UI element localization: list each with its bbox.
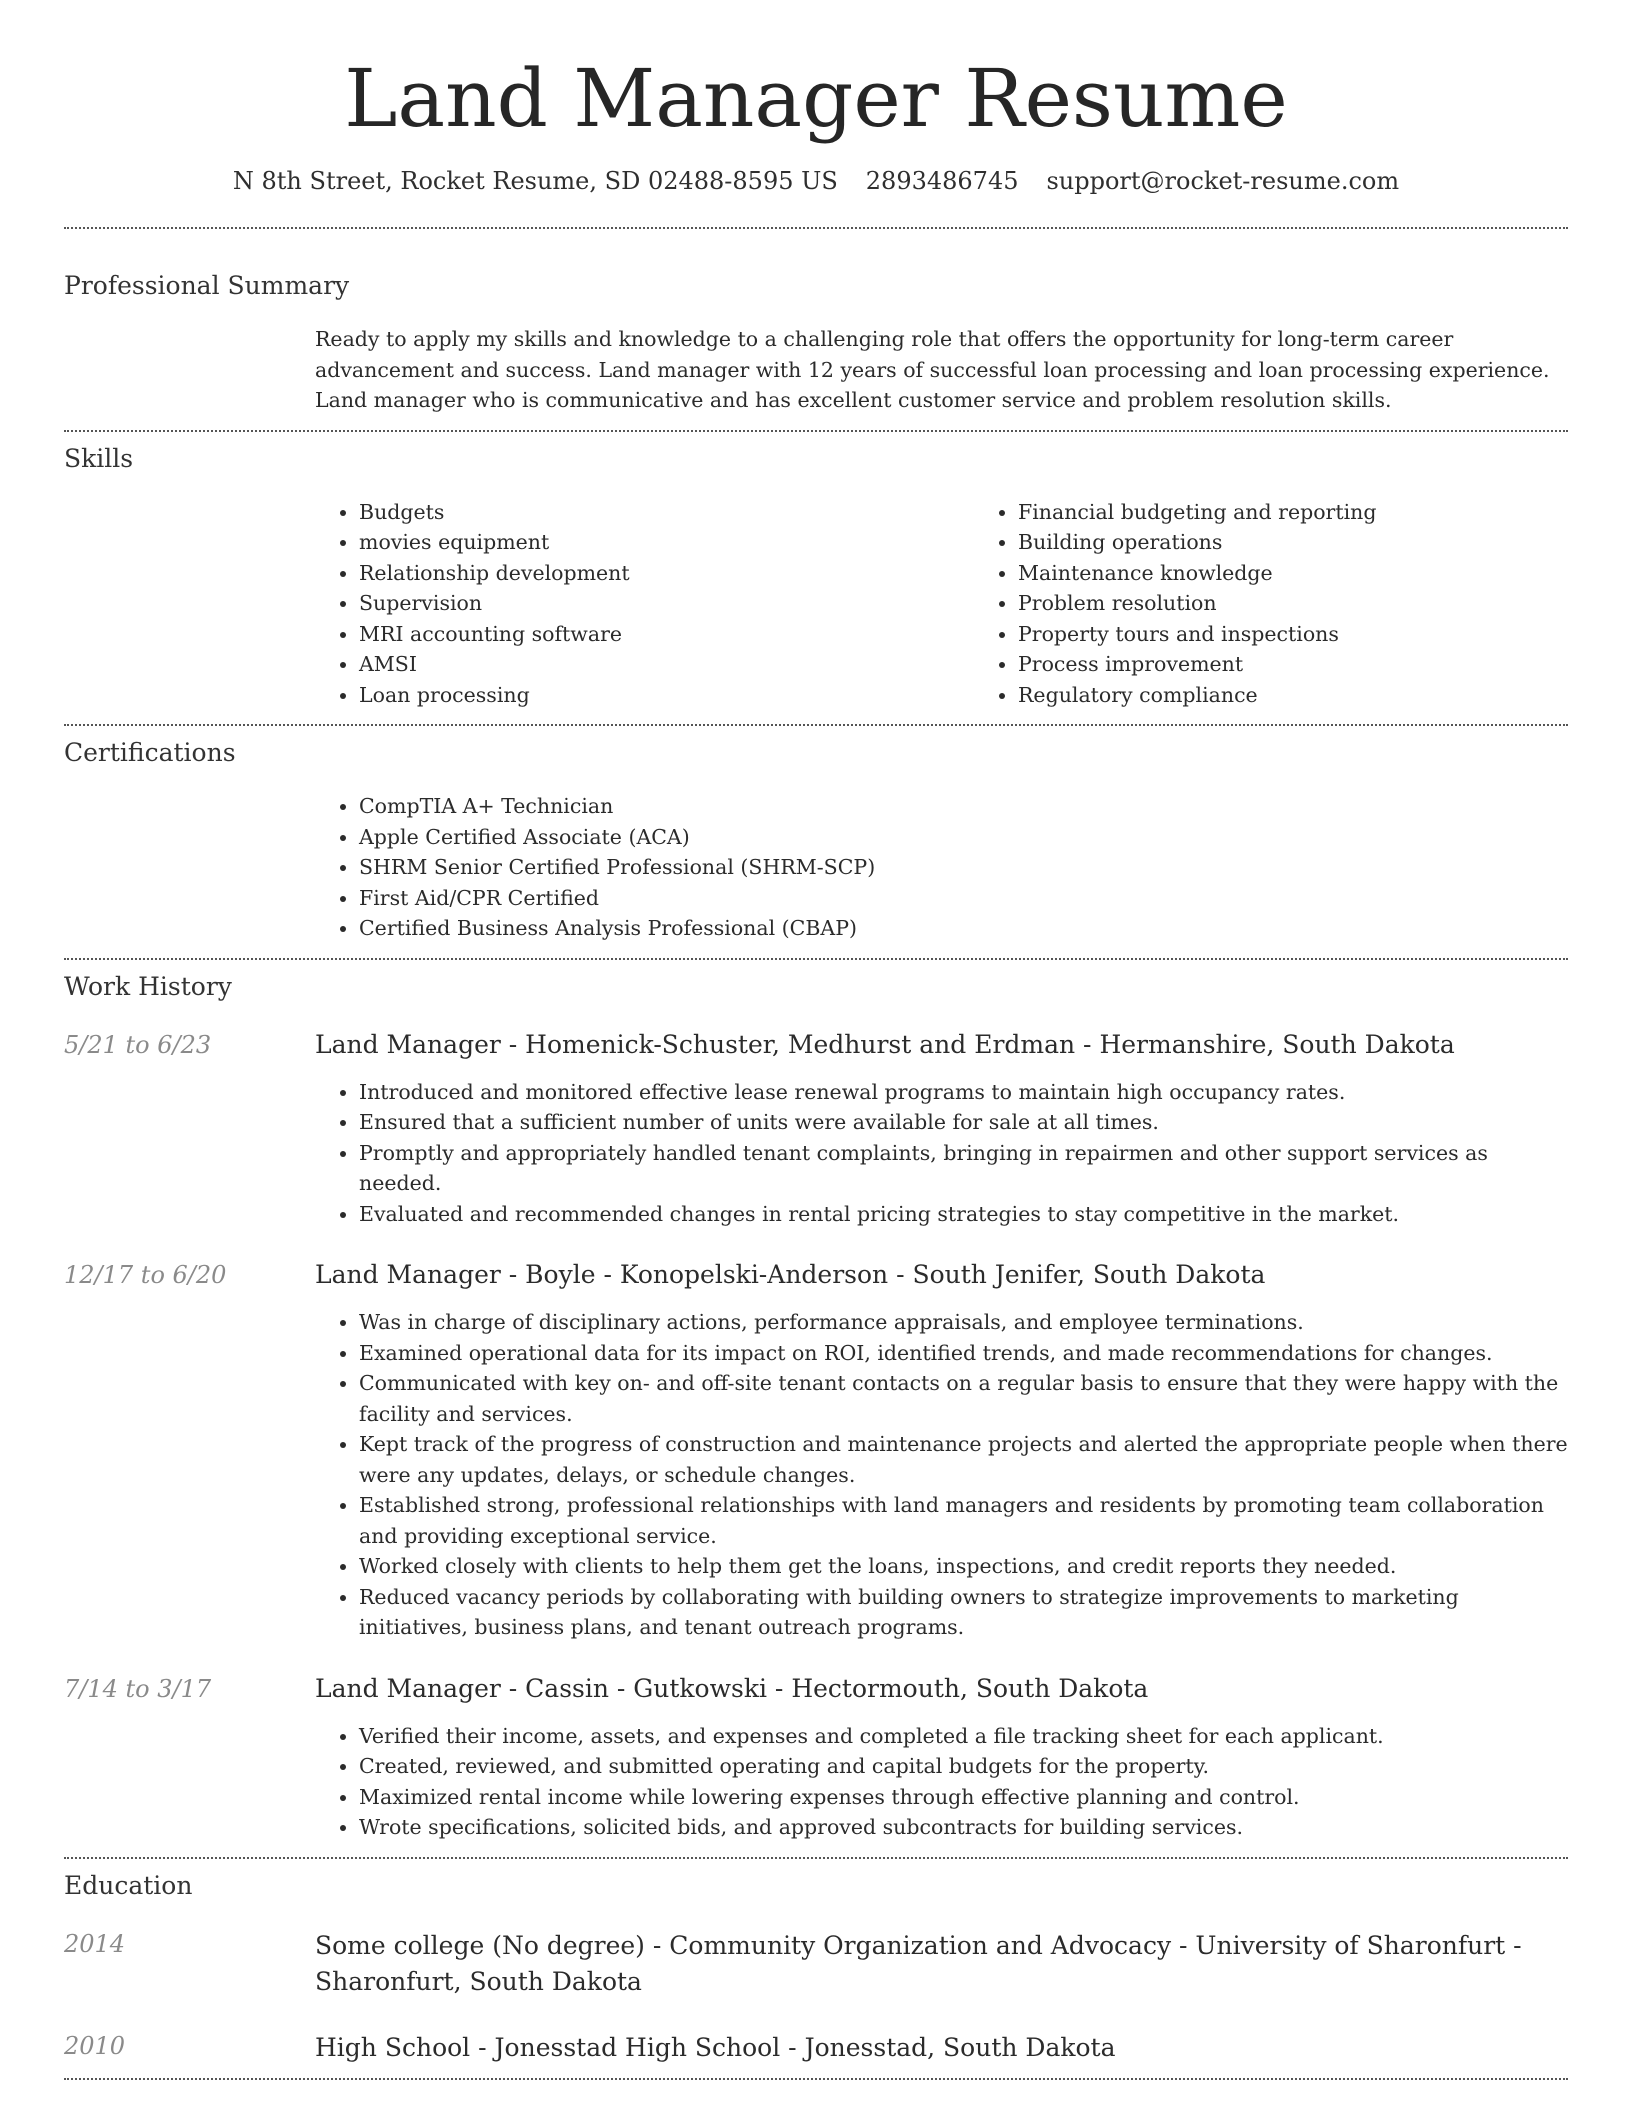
job-bullet: • Ensured that a sufficient number of units were available for sale at all times. bbox=[359, 1107, 1568, 1138]
job-bullet: • Introduced and monitored effective lease renewal programs to maintain high occupancy rates. bbox=[359, 1077, 1568, 1108]
job-entry bbox=[64, 1029, 1568, 1230]
certification-item: • Apple Certified Associate (ACA) bbox=[359, 822, 1568, 853]
work-history-heading: Work History bbox=[64, 971, 232, 1001]
skill-item: • AMSI bbox=[359, 649, 974, 680]
job-dates: 5/21 to 6/23 bbox=[64, 1030, 212, 1059]
summary-section bbox=[64, 229, 1568, 416]
skill-item: • Building operations bbox=[1018, 527, 1632, 558]
skill-item: • Financial budgeting and reporting bbox=[1018, 497, 1632, 528]
job-entry bbox=[64, 1673, 1568, 1843]
job-bullet: • Wrote specifications, solicited bids, and approved subcontracts for building services. bbox=[359, 1812, 1568, 1843]
certifications-heading: Certifications bbox=[64, 738, 236, 767]
skill-item: • Relationship development bbox=[359, 558, 974, 589]
skills-heading: Skills bbox=[64, 443, 134, 473]
job-title: Land Manager - Boyle - Konopelski-Anderson - South Jenifer, South Dakota bbox=[315, 1260, 1266, 1289]
job-bullet: • Communicated with key on- and off-site tenant contacts on a regular basis to ensure that they were happy with the facility and services. bbox=[359, 1368, 1568, 1429]
job-bullet: • Was in charge of disciplinary actions, performance appraisals, and employee terminations. bbox=[359, 1307, 1568, 1338]
certification-item: • Certified Business Analysis Professional (CBAP) bbox=[359, 913, 1568, 944]
resume-title: Land Manager Resume bbox=[344, 52, 1288, 145]
skill-item: • MRI accounting software bbox=[359, 619, 974, 650]
skills-section bbox=[64, 432, 1568, 711]
job-bullet: • Evaluated and recommended changes in rental pricing strategies to stay competitive in the market. bbox=[359, 1199, 1568, 1230]
education-entry bbox=[64, 2030, 1568, 2066]
certification-item: • First Aid/CPR Certified bbox=[359, 883, 1568, 914]
skill-item: • Budgets bbox=[359, 497, 974, 528]
education-heading: Education bbox=[64, 1870, 193, 1900]
job-bullets bbox=[315, 1721, 1568, 1843]
job-bullet: • Promptly and appropriately handled tenant complaints, bringing in repairmen and other support services as needed. bbox=[359, 1138, 1568, 1199]
education-title: High School - Jonesstad High School - Jonesstad, South Dakota bbox=[315, 2032, 1116, 2062]
skill-item: • Supervision bbox=[359, 588, 974, 619]
job-bullet: • Examined operational data for its impact on ROI, identified trends, and made recommendations for changes. bbox=[359, 1338, 1568, 1369]
job-bullet: • Verified their income, assets, and expenses and completed a file tracking sheet for each applicant. bbox=[359, 1721, 1568, 1752]
contact-line bbox=[64, 165, 1568, 197]
job-bullet: • Reduced vacancy periods by collaborating with building owners to strategize improvements to marketing initiatives, business plans, and tenant outreach programs. bbox=[359, 1582, 1568, 1643]
education-year: 2014 bbox=[64, 1929, 126, 1958]
skill-item: • Process improvement bbox=[1018, 649, 1632, 680]
skill-item: • Problem resolution bbox=[1018, 588, 1632, 619]
skill-item: • Regulatory compliance bbox=[1018, 680, 1632, 711]
contact-address: N 8th Street, Rocket Resume, SD 02488-8595 US bbox=[232, 167, 838, 195]
contact-phone: 2893486745 bbox=[865, 167, 1019, 195]
section-divider bbox=[64, 2078, 1568, 2080]
skill-item: • Maintenance knowledge bbox=[1018, 558, 1632, 589]
resume-page bbox=[64, 0, 1568, 2080]
skill-item: • Property tours and inspections bbox=[1018, 619, 1632, 650]
education-title: Some college (No degree) - Community Organization and Advocacy - University of Sharonfurt - Sharonfurt, South Dakota bbox=[315, 1930, 1522, 1996]
job-bullet: • Established strong, professional relationships with land managers and residents by promoting team collaboration and providing exceptional service. bbox=[359, 1490, 1568, 1551]
summary-text: Ready to apply my skills and knowledge to a challenging role that offers the opportunity for long-term career advancement and success. Land manager with 12 years of successful loan processing and loan processing experience. Land manager who is communicative and has excellent customer service and problem resolution skills. bbox=[315, 327, 1550, 412]
job-bullets bbox=[315, 1077, 1568, 1230]
certifications-list bbox=[315, 791, 1568, 944]
job-title: Land Manager - Homenick-Schuster, Medhurst and Erdman - Hermanshire, South Dakota bbox=[315, 1029, 1455, 1059]
job-bullet: • Kept track of the progress of construction and maintenance projects and alerted the appropriate people when there were any updates, delays, or schedule changes. bbox=[359, 1429, 1568, 1490]
skill-item: • movies equipment bbox=[359, 527, 974, 558]
job-dates: 12/17 to 6/20 bbox=[64, 1261, 227, 1289]
education-entry bbox=[64, 1928, 1568, 2000]
skill-item: • Loan processing bbox=[359, 680, 974, 711]
job-bullets bbox=[315, 1307, 1568, 1643]
certification-item: • CompTIA A+ Technician bbox=[359, 791, 1568, 822]
certifications-section bbox=[64, 726, 1568, 944]
contact-email: support@rocket-resume.com bbox=[1046, 167, 1400, 195]
job-title: Land Manager - Cassin - Gutkowski - Hectormouth, South Dakota bbox=[315, 1673, 1149, 1703]
skills-list-left bbox=[315, 497, 974, 711]
work-history-section bbox=[64, 960, 1568, 1843]
job-bullet: • Maximized rental income while lowering expenses through effective planning and control. bbox=[359, 1782, 1568, 1813]
education-section bbox=[64, 1859, 1568, 2066]
job-entry bbox=[64, 1259, 1568, 1643]
job-bullet: • Created, reviewed, and submitted operating and capital budgets for the property. bbox=[359, 1751, 1568, 1782]
certification-item: • SHRM Senior Certified Professional (SHRM-SCP) bbox=[359, 852, 1568, 883]
education-year: 2010 bbox=[64, 2031, 126, 2060]
summary-heading: Professional Summary bbox=[64, 271, 350, 300]
skills-list-right bbox=[974, 497, 1632, 711]
job-bullet: • Worked closely with clients to help them get the loans, inspections, and credit reports they needed. bbox=[359, 1551, 1568, 1582]
job-dates: 7/14 to 3/17 bbox=[64, 1674, 212, 1703]
